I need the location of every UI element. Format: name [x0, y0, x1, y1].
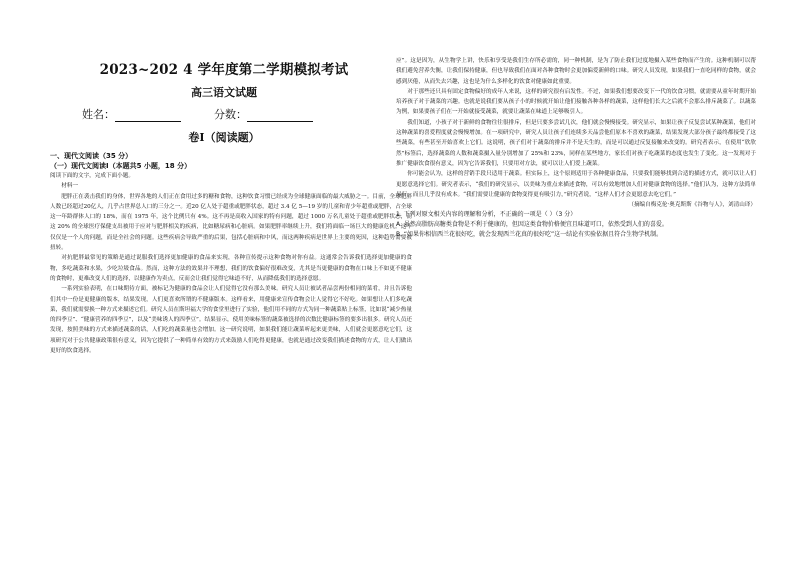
paragraph: 你可能会认为，这样的营销手段只适用于蔬菜。但实际上，这个原则适用于各种健康食品，只要我们能够找到合适的描述方式，就可以让人们更愿意选择它们。研究者表示，“我们的研究显示，以美味为重点来描述食物，可以有效地增加人们对健康食物的选择。”他们认为，这种方法简单易行，而且几乎没有成本。“我们需要让健康的食物变得更有吸引力，”研究者说，“这样人们才会更愿意去吃它们。”: [396, 171, 756, 198]
right-column: [396, 56, 756, 240]
name-score-row: [82, 106, 412, 122]
name-label: 姓名：: [82, 108, 115, 121]
source-citation: （摘编自梅克伦·奥克斯斯《谷物与人》，刘清山译）: [628, 202, 756, 209]
instruction: 阅读下面的文字，完成下面小题。: [50, 173, 134, 179]
subsection-heading: （一）现代文阅读Ⅰ（本题共5 小题，18 分）: [50, 162, 192, 170]
material-label: 材料一: [61, 183, 78, 190]
paragraph: 对抗肥胖最常见的策略是通过说服我们选择更加健康的食品来实现，各种宣传提示这种食物对你有益。这通常会告诉我们选择更加健康的食物，多吃蔬菜和水果，少吃垃圾食品。然而，这种方法的效果并不理想，我们的饮食偏好很难改变，尤其是当更健康的食物在口味上不如更不健康的食物时，更难改变人们的选择，以健康作为卖点，反而会让我们觉得它味道不好，从而降低我们的选择意愿。: [50, 255, 412, 282]
question-1: 1. 下列对原文相关内容的理解和分析，不正确的一项是（ ）（3 分）: [396, 211, 577, 219]
paragraph: 我们知道，小孩子对于新鲜的食物往往很排斥，但是只要多尝试几次，他们就会慢慢接受。研究显示，如果让孩子反复尝试某种蔬菜，他们对这种蔬菜的喜爱程度就会慢慢增加。在一项研究中，研究人员让孩子们连续多天品尝他们原本不喜欢的蔬菜，结果发现大部分孩子最终都接受了这些蔬菜，有些甚至开始喜欢上它们。这说明，孩子们对于蔬菜的排斥并不是天生的，而是可以通过反复接触来改变的。研究者表示，在使用“欣欣然”标签后，选择蔬菜的人数和蔬菜摄入量分别增加了 25%和 23%，同样在某些地方，家长们对孩子吃蔬菜的态度也发生了变化。这一发现对于推广健康饮食很有意义，因为它告诉我们，只要用对方法，就可以让人们爱上蔬菜。: [396, 119, 756, 167]
paragraph: 对于那些还只具有固定食物偏好的成年人来说，这样的研究很有启发性。不过，如果我们想要改变下一代的饮食习惯，就需要从童年时期开始培养孩子对于蔬菜的兴趣。也就是说我们要从孩子小的时候就开始让他们接触各种各样的蔬菜，这样他们长大之后就不会那么排斥蔬菜了。以蔬菜为例，如果要孩子们在一开始就接受蔬菜，就要让蔬菜在味道上足够吸引人。: [396, 88, 756, 116]
score-label: 分数：: [214, 108, 247, 121]
option-a: A. 虽然高脂肪高糖类食物是不利于健康的，但因这类食物价格便宜且味道可口，依然受到人们的喜爱。: [396, 221, 668, 229]
name-blank: [115, 110, 181, 122]
left-column: [50, 58, 412, 356]
exam-title: 2023~202 4 学年度第二学期模拟考试: [99, 62, 349, 78]
paragraph: 应”。这是因为，从生物学上讲，快乐和享受是我们生存所必需的，同一种机制，是为了防止我们过度地摄入某些食物而产生的。这种机制可以帮我们避免营养失衡，让我们保持健康，但也导致我们在面对各种食物时会更加偏爱新鲜的口味。研究人员发现，如果我们一直吃同样的食物，就会感到厌倦，从而失去兴趣，这也是为什么多样化的饮食对健康如此重要。: [396, 58, 756, 85]
section-heading: 一、现代文阅读（35 分）: [50, 152, 133, 160]
option-b: B. “如果你相信西兰花很好吃，就会发现西兰花真的很好吃”这一结论有实验依据且符合生物学机制。: [396, 231, 663, 239]
paragraph: 肥胖正在袭击我们的身体，世界各地的人们正在食用过多的糖和食物，这种饮食习惯已经成为全球健康面临的最大威胁之一。目前，全球肥胖人数已经超过20亿人，几乎占世界总人口的三分之一。近20 亿人处于超重或肥胖状态，超过 3.4 亿 5—19 岁的儿童和青少年超重或肥胖，占全球这一年龄群体人口的 18%，而在 1975 年，这个比例只有 4%。这不再是高收入国家的特有问题，超过 1000 万名儿童处于超重或肥胖状态，而这 20% 的全球医疗保健支出被用于应对与肥胖相关的疾病，比如糖尿病和心脏病。如果肥胖率继续上升，我们将面临一场巨大的健康危机。这不仅仅是一个人的问题，而是全社会的问题。这些疾病会导致严重的后果，包括心脏病和中风，而这两种疾病是世界上主要的死因，这种趋势需要被扭转。: [50, 193, 412, 252]
score-blank: [247, 110, 313, 122]
volume-heading: 卷Ⅰ（阅读题）: [188, 131, 260, 144]
paragraph: 一系列实验表明，在口味期待方面，被标记为健康的食品会让人们觉得它没有那么美味。研究人员让被试者品尝两份相同的菜肴，并且告诉他们其中一份是更健康的版本，结果发现，人们更喜欢所谓的不健康版本。这样看来，用健康来宣传食物会让人觉得它不好吃。如果想让人们多吃蔬菜，我们就需要换一种方式来描述它们。研究人员在斯坦福大学的食堂里进行了实验，他们用不同的方式为同一种蔬菜贴上标签，比如说“减少热量的四季豆”、“健康营养的四季豆”，以及“美味诱人的四季豆”。结果显示，使用美味标签的蔬菜被选择的次数比健康标签的要多出很多。研究人员还发现，按照美味的方式来描述蔬菜的话，人们吃的蔬菜量也会增加。这一研究说明，如果我们能让蔬菜听起来更美味，人们就会更愿意吃它们，这项研究对于公共健康政策很有意义，因为它提供了一种简单有效的方式来鼓励人们吃得更健康，也就是通过改变我们描述食物的方式，让人们做出更好的饮食选择。: [50, 286, 412, 355]
exam-subtitle: 高三语文试题: [191, 86, 257, 99]
